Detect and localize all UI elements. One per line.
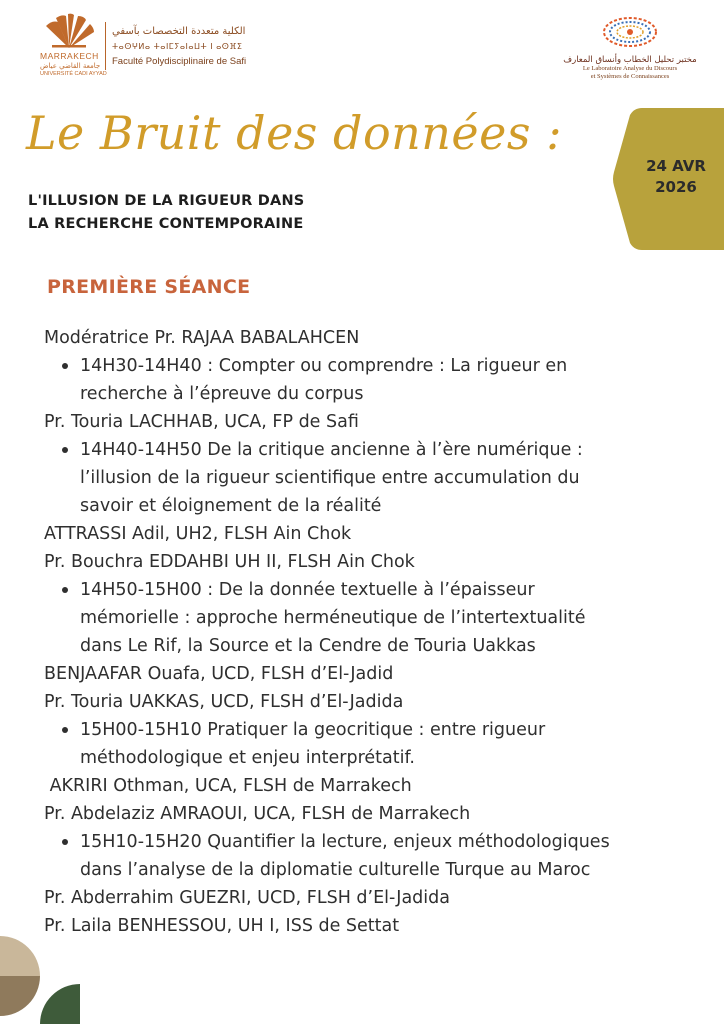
talk-title-line: l’illusion de la rigueur scientifique entre accumulation du (80, 468, 580, 488)
speaker-line: Pr. Abdelaziz AMRAOUI, UCA, FLSH de Marrakech (44, 804, 471, 824)
speaker-line: ATTRASSI Adil, UH2, FLSH Ain Chok (44, 524, 352, 544)
logo-university-french: UNIVERSITÉ CADI AYYAD (40, 71, 107, 77)
logo-divider (105, 22, 106, 70)
speaker-line: Pr. Laila BENHESSOU, UH I, ISS de Settat (44, 916, 400, 936)
talk-item (44, 716, 704, 772)
talk-title-line: savoir et éloignement de la réalité (80, 496, 382, 516)
subtitle-line-1: L'ILLUSION DE LA RIGUEUR DANS (28, 193, 305, 209)
speaker-line: Pr. Touria LACHHAB, UCA, FP de Safi (44, 412, 359, 432)
university-logo (38, 12, 248, 78)
corner-decoration-icon (0, 930, 90, 1024)
laboratory-name-french-1: Le Laboratoire Analyse du Discours (582, 65, 678, 72)
talk-item (44, 436, 704, 520)
speaker-line: Pr. Bouchra EDDAHBI UH II, FLSH Ain Chok (44, 552, 415, 572)
talk-title-line: 14H30-14H40 : Compter ou comprendre : La rigueur en (80, 356, 568, 376)
speaker-line: BENJAAFAR Ouafa, UCD, FLSH d’El-Jadid (44, 664, 394, 684)
event-subtitle (28, 190, 304, 236)
logo-university-arabic: جامعة القاضي عياض (40, 62, 101, 70)
speaker-line: Pr. Abderrahim GUEZRI, UCD, FLSH d’El-Jadida (44, 888, 450, 908)
section-heading: PREMIÈRE SÉANCE (47, 276, 251, 298)
moderator-line: Modératrice Pr. RAJAA BABALAHCEN (44, 328, 360, 348)
talk-title-line: dans l’analyse de la diplomatie culturelle Turque au Maroc (80, 860, 591, 880)
bullet-icon (62, 352, 74, 380)
laboratory-ring-icon (560, 14, 700, 50)
bullet-icon (62, 436, 74, 464)
talk-title-line: 14H50-15H00 : De la donnée textuelle à l’épaisseur (80, 580, 535, 600)
program-list (44, 324, 704, 940)
date-day-month: 24 AVR (646, 157, 706, 175)
talk-item (44, 576, 704, 660)
subtitle-line-2: LA RECHERCHE CONTEMPORAINE (28, 216, 304, 232)
bullet-icon (62, 716, 74, 744)
bullet-icon (62, 576, 74, 604)
event-title: Le Bruit des données : (26, 106, 563, 160)
logo-city-text: MARRAKECH (40, 51, 99, 61)
date-year: 2026 (655, 178, 697, 196)
speaker-line: AKRIRI Othman, UCA, FLSH de Marrakech (44, 776, 412, 796)
date-badge (612, 108, 724, 250)
talk-title-line: mémorielle : approche herméneutique de l’intertextualité (80, 608, 586, 628)
faculty-name-french: Faculté Polydisciplinaire de Safi (112, 56, 247, 67)
talk-item (44, 352, 704, 408)
talk-title-line: recherche à l’épreuve du corpus (80, 384, 364, 404)
faculty-name-tifinagh: ⵜⴰⵙⵖⵍⴰ ⵜⴰⵏⵎⵢⴰⵏⴰⵡⵜ ⵏ ⴰⵙⴼⵉ (112, 42, 243, 51)
laboratory-name-arabic: مختبر تحليل الخطاب وأنساق المعارف (563, 55, 697, 65)
laboratory-name-french-2: et Systèmes de Connaissances (590, 73, 670, 80)
talk-title-line: 15H10-15H20 Quantifier la lecture, enjeux méthodologiques (80, 832, 610, 852)
talk-title-line: 14H40-14H50 De la critique ancienne à l’ère numérique : (80, 440, 583, 460)
talk-item (44, 828, 704, 884)
talk-title-line: dans Le Rif, la Source et la Cendre de Touria Uakkas (80, 636, 536, 656)
speaker-line: Pr. Touria UAKKAS, UCD, FLSH d’El-Jadida (44, 692, 404, 712)
talk-title-line: 15H00-15H10 Pratiquer la geocritique : entre rigueur (80, 720, 546, 740)
talk-title-line: méthodologique et enjeu interprétatif. (80, 748, 415, 768)
faculty-name-arabic: الكلية متعددة التخصصات بآسفي (112, 26, 246, 37)
bullet-icon (62, 828, 74, 856)
laboratory-logo (560, 14, 700, 84)
